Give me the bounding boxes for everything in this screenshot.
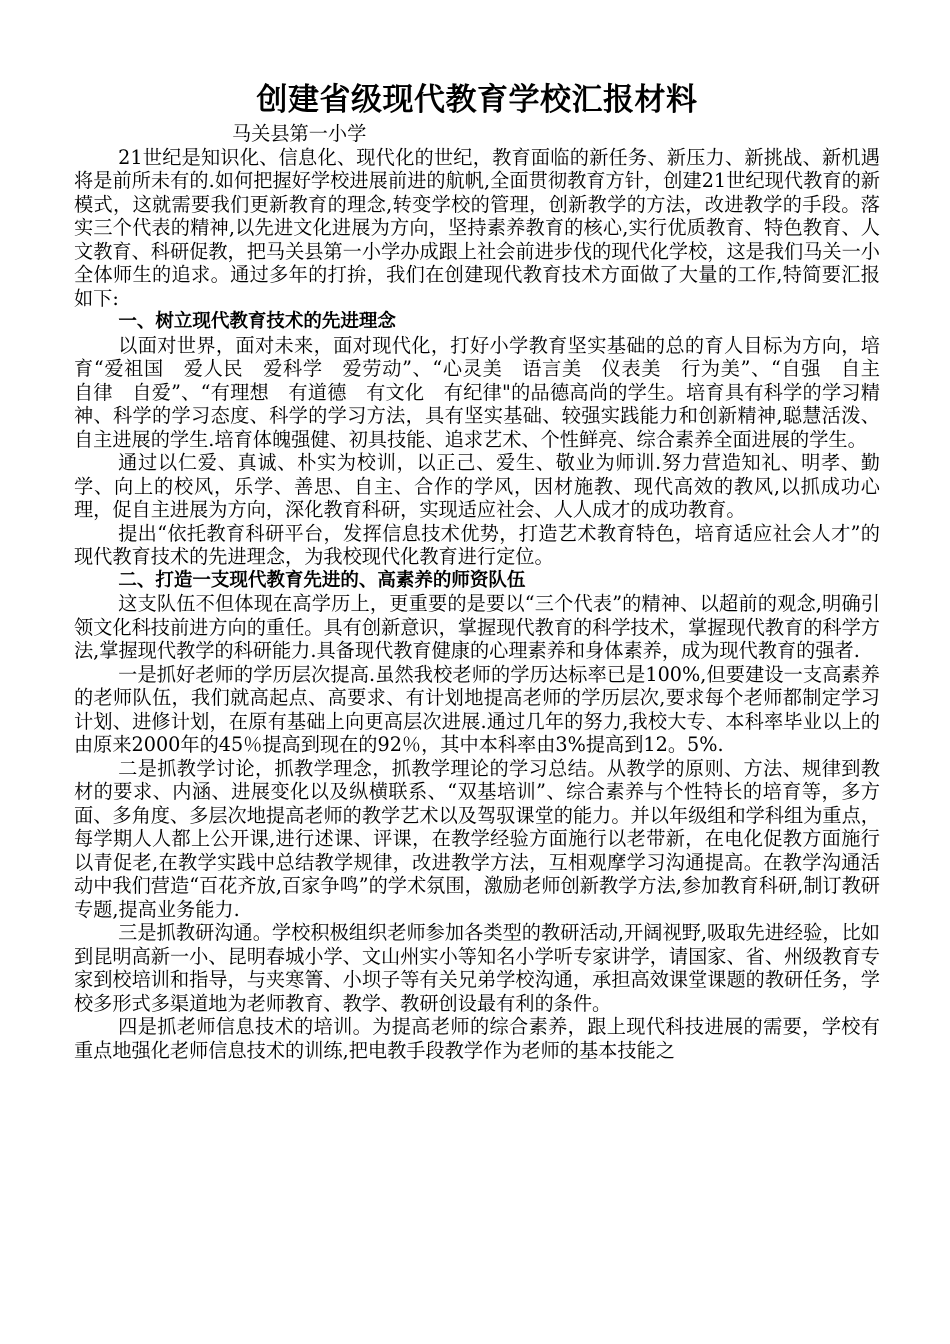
section-1-paragraph-3: 提出“依托教育科研平台，发挥信息技术优势，打造艺术教育特色，培育适应社会人才”的现代教育技术的先进理念，为我校现代化教育进行定位。 xyxy=(74,521,880,568)
section-2-heading: 二、打造一支现代教育先进的、高素养的师资队伍 xyxy=(118,569,526,591)
section-1-heading: 一、树立现代教育技术的先进理念 xyxy=(118,311,396,332)
section-2-paragraph-5: 四是抓老师信息技术的培训。为提高老师的综合素养，跟上现代科技进展的需要，学校有重点地强化老师信息技术的训练,把电教手段教学作为老师的基本技能之 xyxy=(74,1015,880,1062)
section-2-paragraph-2: 一是抓好老师的学历层次提高.虽然我校老师的学历达标率已是100%,但要建设一支高素养的老师队伍，我们就高起点、高要求、有计划地提高老师的学历层次,要求每个老师都制定学习计划、进修计划，在原有基础上向更高层次进展.通过几年的努力,我校大专、本科率毕业以上的由原来2000年的45％提高到现在的92％，其中本科率由3%提高到12。5%. xyxy=(74,662,880,756)
section-2-paragraph-1: 这支队伍不但体现在高学历上，更重要的是要以“三个代表”的精神、以超前的观念,明确引领文化科技前进方向的重任。具有创新意识，掌握现代教育的科学技术，掌握现代教育的科学方法,掌握现代教学的科研能力.具备现代教育健康的心理素养和身体素养，成为现代教育的强者. xyxy=(74,592,880,662)
section-2-paragraph-3: 二是抓教学讨论，抓教学理念，抓教学理论的学习总结。从教学的原则、方法、规律到教材的要求、内涵、进展变化以及纵横联系、“双基培训”、综合素养与个性特长的培育等，多方面、多角度、多层次地提高老师的教学艺术以及驾驭课堂的能力。并以年级组和学科组为重点，每学期人人都上公开课,进行述课、评课，在教学经验方面施行以老带新，在电化促教方面施行以青促老,在教学实践中总结教学规律，改进教学方法，互相观摩学习沟通提高。在教学沟通活动中我们营造“百花齐放,百家争鸣”的学术氛围，激励老师创新教学方法,参加教育科研,制订教研专题,提高业务能力. xyxy=(74,756,880,921)
document-page xyxy=(74,78,900,1062)
section-2-paragraph-4: 三是抓教研沟通。学校积极组织老师参加各类型的教研活动,开阔视野,吸取先进经验，比如到昆明高新一小、昆明春城小学、文山州实小等知名小学听专家讲学，请国家、省、州级教育专家到校培训和指导，与夹寒箐、小坝子等有关兄弟学校沟通，承担高效课堂课题的教研任务，学校多形式多渠道地为老师教育、教学、教研创设最有利的条件。 xyxy=(74,921,880,1015)
section-1-paragraph-1: 以面对世界，面对未来，面对现代化，打好小学教育坚实基础的总的育人目标为方向，培育“爱祖国 爱人民 爱科学 爱劳动”、“心灵美 语言美 仪表美 行为美”、“自强 自主 自律 自爱”、“有理想 有道德 有文化 有纪律"的品德高尚的学生。培育具有科学的学习精神、科学的学习态度、科学的学习方法，具有坚实基础、较强实践能力和创新精神,聪慧活泼、自主进展的学生.培育体魄强健、初具技能、追求艺术、个性鲜亮、综合素养全面进展的学生。 xyxy=(74,333,900,451)
intro-paragraph: 21世纪是知识化、信息化、现代化的世纪，教育面临的新任务、新压力、新挑战、新机遇将是前所未有的.如何把握好学校进展前进的航帆,全面贯彻教育方针，创建21世纪现代教育的新模式，这就需要我们更新教育的理念,转变学校的管理，创新教学的方法，改进教学的手段。落实三个代表的精神,以先进文化进展为方向，坚持素养教育的核心,实行优质教育、特色教育、人文教育、科研促教，把马关县第一小学办成跟上社会前进步伐的现代化学校，这是我们马关一小全体师生的追求。通过多年的打拚，我们在创建现代教育技术方面做了大量的工作,特简要汇报如下: xyxy=(74,145,880,310)
document-author: 马关县第一小学 xyxy=(232,122,367,145)
section-1-paragraph-2: 通过以仁爱、真诚、朴实为校训，以正己、爱生、敬业为师训.努力营造知礼、明孝、勤学、向上的校风，乐学、善思、自主、合作的学风，因材施教、现代高效的教风,以抓成功心理，促自主进展为方向，深化教育科研，实现适应社会、人人成才的成功教育。 xyxy=(74,451,880,521)
document-title: 创建省级现代教育学校汇报材料 xyxy=(256,82,698,118)
